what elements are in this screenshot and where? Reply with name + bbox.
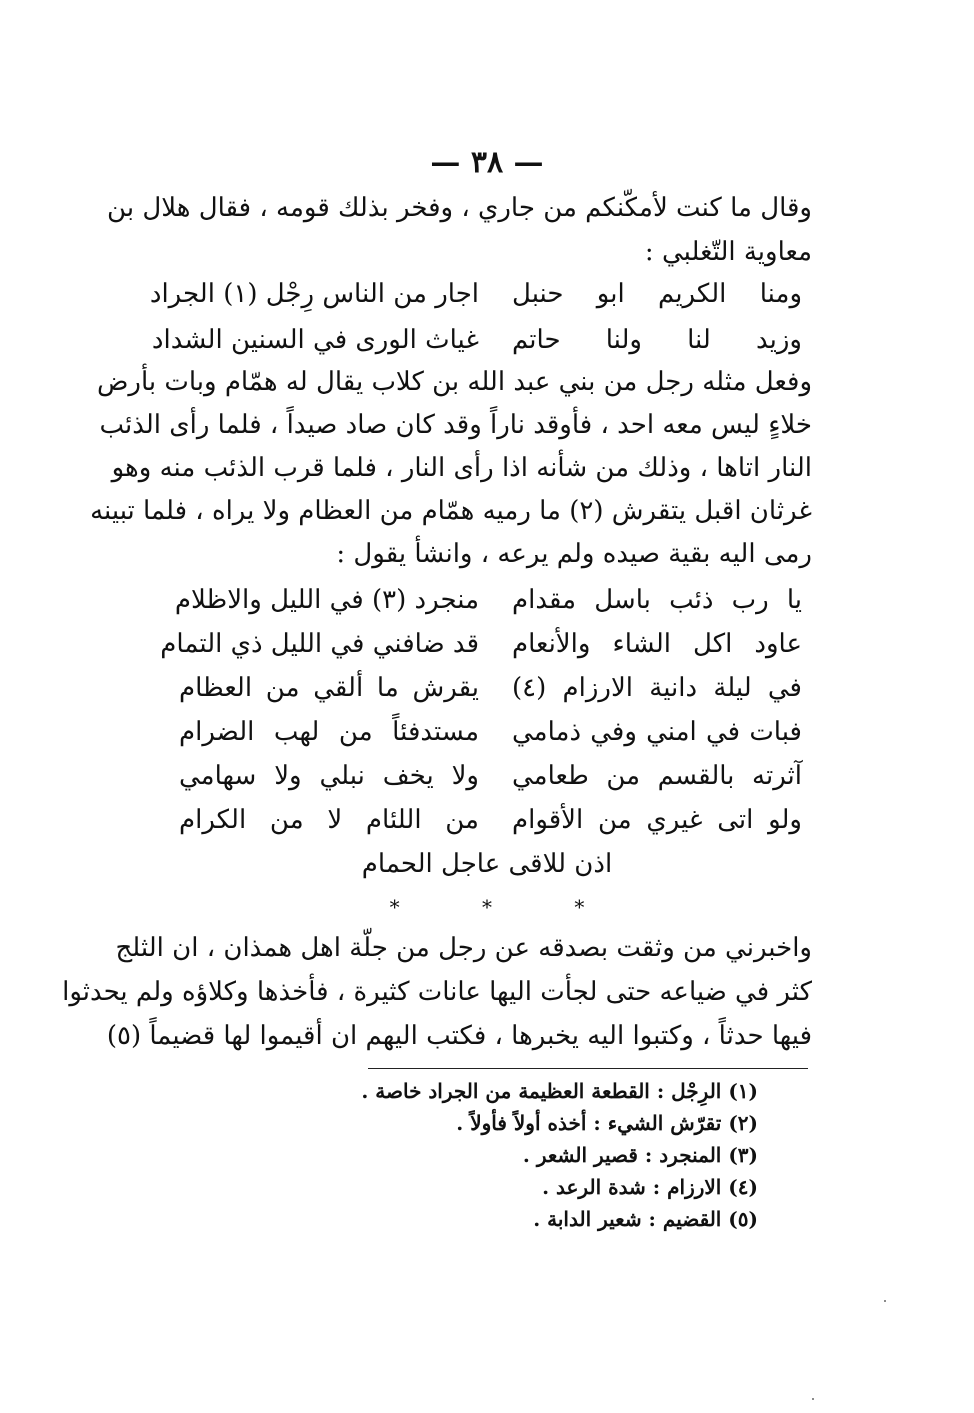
verse-row — [164, 754, 814, 798]
verse-row — [164, 710, 814, 754]
paragraph-line: غرثان اقبل يتقرش (٢) ما رميه همّام من العظام ولا يراه ، فلما تبينه — [90, 496, 812, 526]
verse-first-hemistich: ومنا الكريم ابو حنبل — [512, 279, 802, 309]
paragraph-line: خلاءٍ ليس معه احد ، فأوقد ناراً وقد كان صاد صيداً ، فلما رأى الذئب — [99, 410, 812, 440]
paragraph-line: وقال ما كنت لأمكّنكم من جاري ، وفخر بذلك قومه ، فقال هلال بن — [107, 193, 812, 223]
verse-row — [151, 318, 814, 362]
verse-first-hemistich: في ليلة دانية الارزام (٤) — [512, 673, 802, 703]
verse-row — [149, 272, 814, 316]
verse-row — [164, 578, 814, 622]
footnote-divider — [368, 1068, 808, 1069]
verse-row — [160, 622, 814, 666]
verse-second-hemistich: مستدفئاً من لهب الضرام — [179, 717, 479, 747]
verse-second-hemistich: ولا يخف نبلي ولا سهامي — [179, 761, 479, 791]
verse-final-line: اذن للاقى عاجل الحمام — [361, 849, 613, 879]
verse-first-hemistich: وزيد لنا ولنا حاتم — [512, 325, 802, 355]
verse-second-hemistich: منجرد (٣) في الليل والاظلام — [174, 585, 479, 615]
verse-first-hemistich: فبات في امني وفي ذمامي — [512, 717, 802, 747]
verse-row — [164, 666, 814, 710]
verse-second-hemistich: اجار من الناس رِجْل (١) الجراد — [149, 279, 479, 309]
paragraph-line: رمى اليه بقية صيده ولم يرعه ، وانشأ يقول : — [336, 539, 812, 569]
verse-first-hemistich: ولو اتى غيري من الأقوام — [512, 805, 802, 835]
footnote: (١) الرِجْل : القطعة العظيمة من الجراد خاصة . — [361, 1079, 758, 1103]
verse-second-hemistich: غياث الورى في السنين الشداد — [151, 325, 479, 355]
paragraph-line: كثر في ضياعه حتى لجأت اليها عانات كثيرة ، فأخذها وكلاؤه ولم يحدثوا — [62, 977, 812, 1007]
page-number: — ٣٨ — — [430, 145, 544, 180]
scan-speck — [812, 1398, 814, 1400]
paragraph-line: وفعل مثله رجل من بني عبد الله بن كلاب يقال له همّام وبات بأرض — [96, 367, 812, 397]
footnote: (٣) المنجرد : قصير الشعر . — [522, 1143, 758, 1167]
paragraph-line: النار اتاها ، وذلك من شأنه اذا رأى النار ، فلما قرب الذئب منه وهو — [111, 453, 812, 483]
section-separator: * * * — [389, 895, 623, 919]
verse-first-hemistich: يا رب ذئب باسل مقدام — [512, 585, 802, 615]
paragraph-line: واخبرني من وثقت بصدقه عن رجل من جلّة اهل همذان ، ان الثلج — [115, 933, 812, 963]
footnote: (٢) تقرّش الشيء : أخذه أولاً فأولاً . — [456, 1111, 758, 1135]
verse-first-hemistich: عاود اكل الشاء والأنعام — [512, 629, 802, 659]
paragraph-line: فيها حدثاً ، وكتبوا اليه يخبرها ، فكتب اليهم ان أقيموا لها قضيماً (٥) — [106, 1021, 812, 1051]
footnote: (٥) القضيم : شعير الدابة . — [533, 1207, 758, 1231]
verse-second-hemistich: من اللئام لا من الكرام — [179, 805, 479, 835]
paragraph-line: معاوية التّغلبي : — [644, 237, 812, 267]
verse-row — [164, 798, 814, 842]
verse-second-hemistich: يقرش ما ألقي من العظام — [179, 673, 479, 703]
footnote: (٤) الارزام : شدة الرعد . — [542, 1175, 758, 1199]
scan-speck — [884, 1300, 886, 1302]
verse-second-hemistich: قد ضافني في الليل ذي التمام — [160, 629, 479, 659]
verse-first-hemistich: آثرته بالقسم من طعامي — [512, 761, 802, 791]
